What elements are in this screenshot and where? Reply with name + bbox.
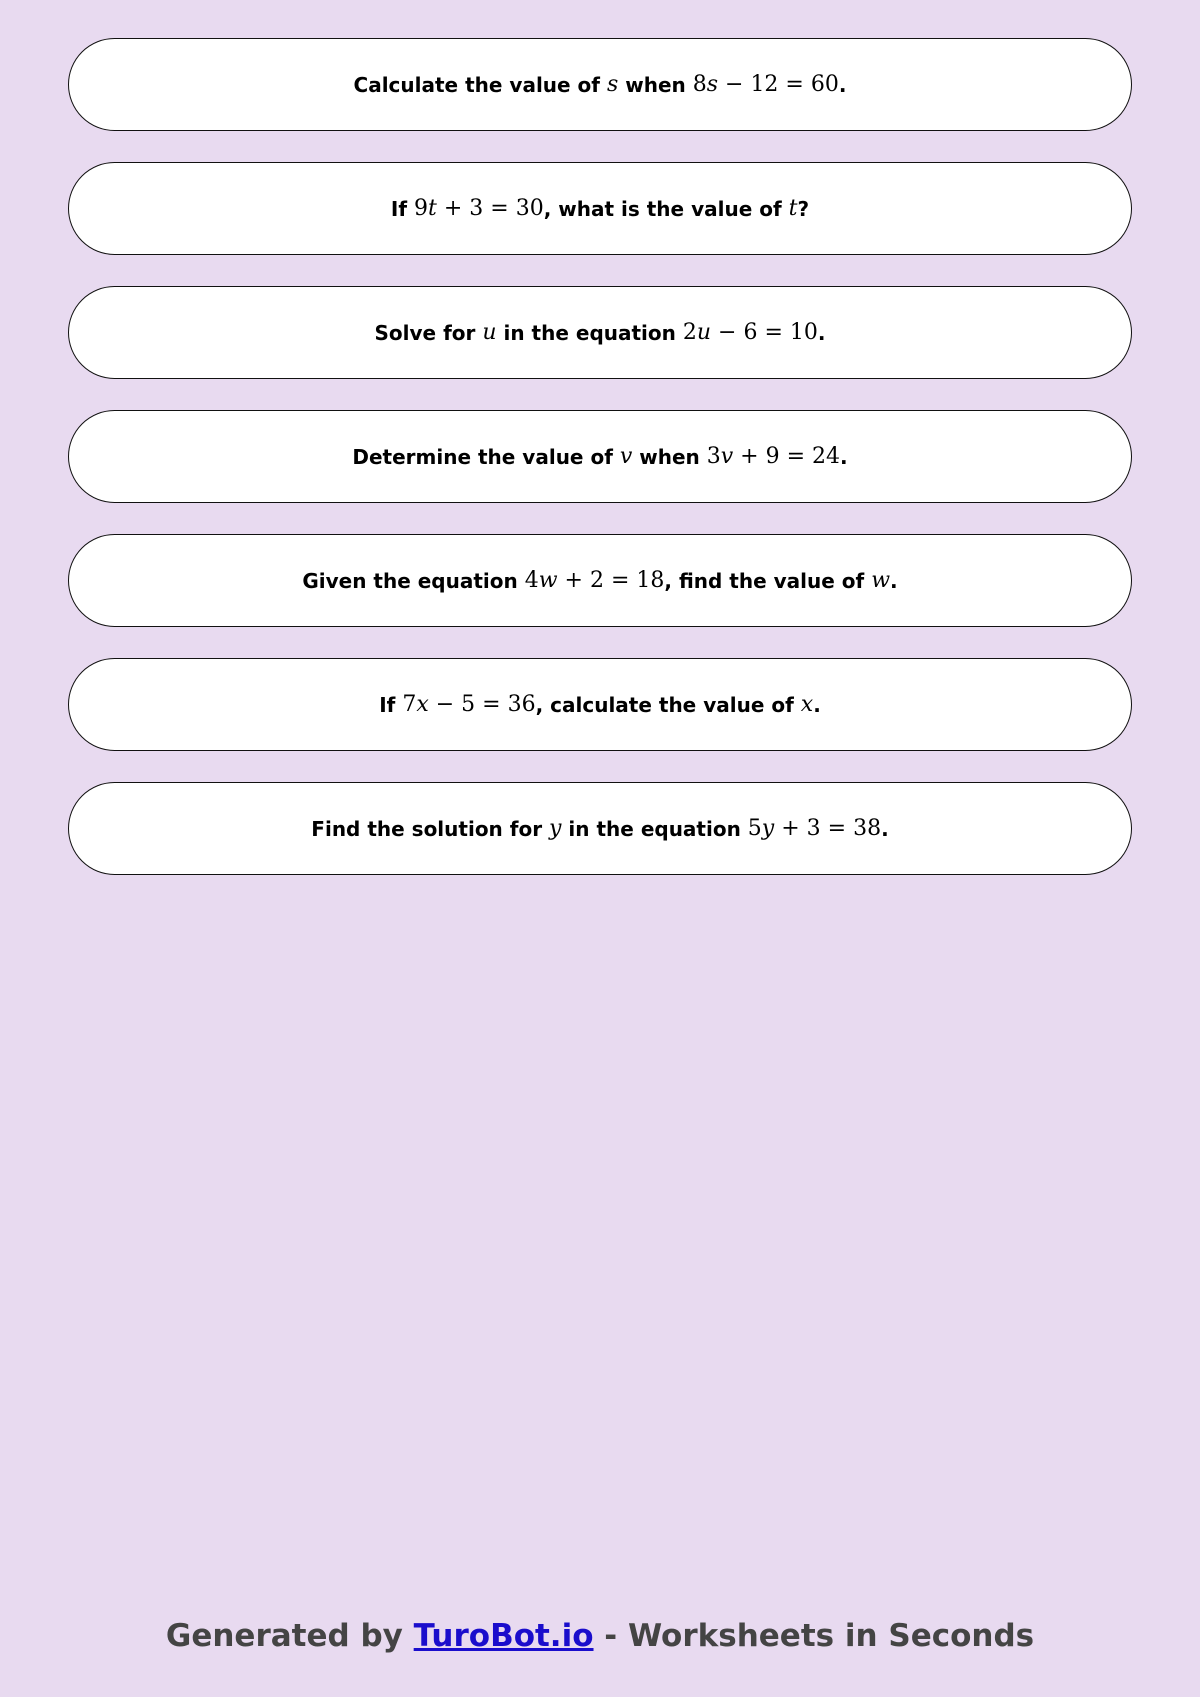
math-operator: −	[718, 72, 751, 97]
question-text: , find the value of	[664, 568, 872, 593]
footer	[0, 1618, 1200, 1654]
question-card	[68, 534, 1132, 627]
math-expression	[525, 568, 665, 593]
math-number: 60	[810, 72, 839, 97]
math-expression	[683, 320, 818, 345]
math-number: 24	[812, 444, 841, 469]
math-number: 2	[682, 320, 697, 345]
math-variable: u	[696, 320, 712, 345]
question-card	[68, 782, 1132, 875]
question-text: Solve for	[374, 320, 483, 345]
math-number: 9	[765, 444, 780, 469]
math-operator: −	[428, 692, 462, 717]
math-variable: s	[706, 72, 719, 97]
math-number: 6	[743, 320, 758, 345]
question-text: .	[890, 568, 898, 593]
math-operator: +	[557, 568, 590, 593]
question-card	[68, 162, 1132, 255]
question-text: Given the equation	[302, 568, 525, 593]
math-variable: w	[538, 568, 558, 593]
question-list	[68, 38, 1132, 906]
footer-suffix: - Worksheets in Seconds	[593, 1618, 1035, 1654]
math-expression	[789, 196, 798, 221]
math-number: 12	[750, 72, 779, 97]
question-text: Find the solution for	[311, 816, 550, 841]
math-variable: t	[428, 196, 437, 221]
math-number: 3	[469, 196, 484, 221]
math-variable: w	[871, 568, 891, 593]
math-variable: x	[416, 692, 429, 717]
math-number: 5	[747, 816, 762, 841]
question-text: If	[379, 692, 403, 717]
question-text: , calculate the value of	[535, 692, 801, 717]
math-number: 38	[853, 816, 882, 841]
math-expression	[607, 72, 618, 97]
math-number: 3	[706, 444, 721, 469]
math-expression	[748, 816, 881, 841]
math-operator: +	[774, 816, 807, 841]
question-card	[68, 658, 1132, 751]
math-operator: +	[436, 196, 470, 221]
math-number: 7	[402, 692, 417, 717]
math-operator: =	[757, 320, 790, 345]
question-text: when	[632, 444, 707, 469]
math-variable: s	[606, 72, 619, 97]
math-variable: y	[549, 816, 562, 841]
math-number: 10	[789, 320, 818, 345]
math-expression	[871, 568, 890, 593]
question-text: in the equation	[561, 816, 748, 841]
math-expression	[414, 196, 544, 221]
math-variable: v	[619, 444, 633, 469]
question-text: If	[390, 196, 415, 221]
footer-prefix: Generated by	[165, 1618, 414, 1654]
math-number: 18	[636, 568, 665, 593]
question-card	[68, 286, 1132, 379]
math-expression	[549, 816, 561, 841]
question-text: Calculate the value of	[353, 72, 607, 97]
math-variable: t	[788, 196, 798, 221]
math-operator: =	[483, 196, 516, 221]
math-number: 4	[524, 568, 539, 593]
math-expression	[620, 444, 632, 469]
math-expression	[693, 72, 839, 97]
math-number: 8	[692, 72, 707, 97]
turobot-link[interactable]: TuroBot.io	[413, 1618, 594, 1654]
question-text: Determine the value of	[352, 444, 620, 469]
question-card	[68, 410, 1132, 503]
math-expression	[801, 692, 813, 717]
math-variable: v	[720, 444, 734, 469]
math-number: 5	[461, 692, 476, 717]
math-expression	[707, 444, 840, 469]
question-text: in the equation	[496, 320, 683, 345]
question-text: , what is the value of	[543, 196, 789, 221]
math-number: 9	[414, 196, 429, 221]
question-text: .	[838, 72, 847, 97]
math-number: 2	[589, 568, 604, 593]
question-text: when	[618, 72, 693, 97]
question-text: .	[840, 444, 848, 469]
math-operator: =	[778, 72, 811, 97]
math-expression	[402, 692, 535, 717]
math-operator: =	[779, 444, 813, 469]
question-text: .	[817, 320, 826, 345]
math-operator: +	[733, 444, 766, 469]
math-operator: =	[603, 568, 637, 593]
math-number: 3	[806, 816, 821, 841]
math-expression	[482, 320, 496, 345]
question-card	[68, 38, 1132, 131]
math-variable: y	[761, 816, 775, 841]
math-variable: u	[482, 320, 497, 345]
question-text: .	[813, 692, 821, 717]
math-number: 30	[515, 196, 544, 221]
math-variable: x	[800, 692, 814, 717]
math-operator: =	[475, 692, 508, 717]
math-operator: =	[820, 816, 854, 841]
math-operator: −	[711, 320, 744, 345]
question-text: .	[881, 816, 889, 841]
question-text: ?	[797, 196, 810, 221]
math-number: 36	[507, 692, 536, 717]
